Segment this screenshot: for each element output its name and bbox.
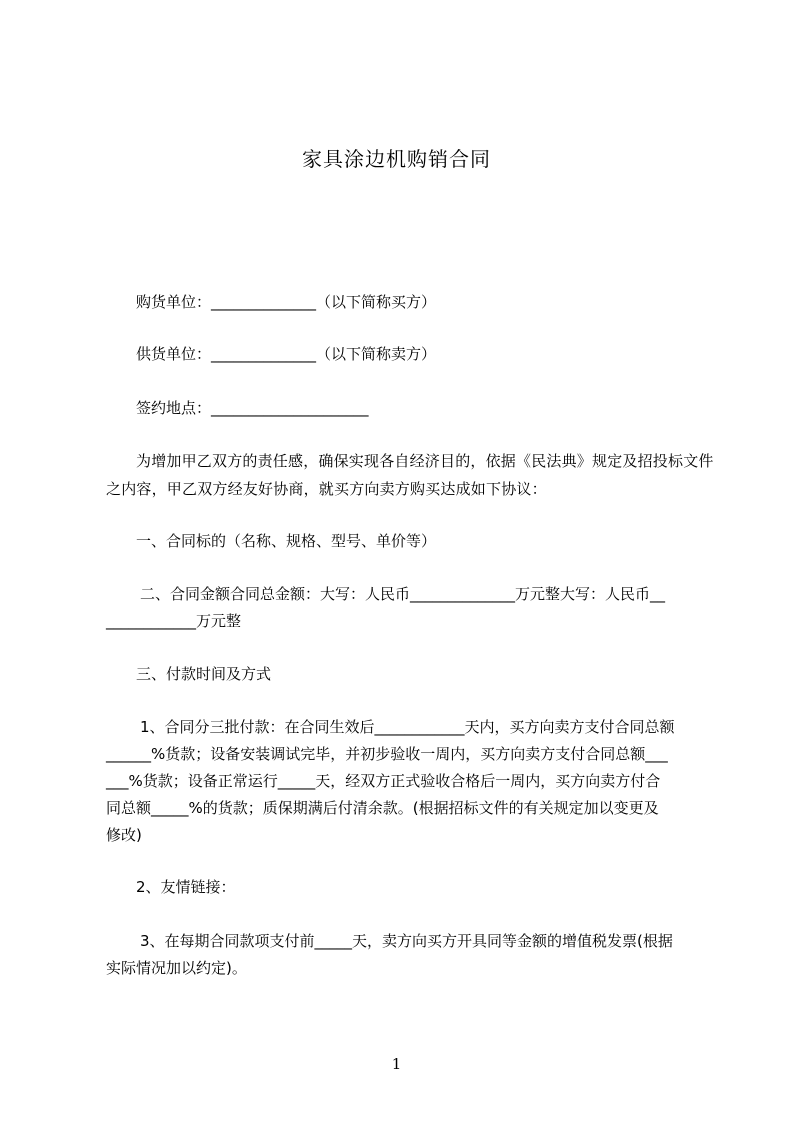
- clause-1-line: 同总额_____%的货款；质保期满后付清余款。(根据招标文件的有关规定加以变更及: [106, 799, 659, 817]
- seller-line: 供货单位：______________（以下简称卖方）: [136, 345, 437, 363]
- signing-place-line: 签约地点：_____________________: [136, 399, 369, 417]
- document-title: 家具涂边机购销合同: [302, 147, 491, 171]
- clause-3-line: 实际情况加以约定)。: [106, 959, 247, 977]
- clause-1-line: 修改): [106, 826, 142, 844]
- clause-1-line: ______%货款；设备安装调试完毕，并初步验收一周内，买方向卖方支付合同总额___: [106, 745, 668, 763]
- section-2-line-2: ____________万元整: [106, 612, 242, 630]
- section-2-line-1: 二、合同金额合同总金额：大写：人民币______________万元整大写：人民币__: [140, 585, 666, 603]
- intro-paragraph: 为增加甲乙双方的责任感，确保实现各自经济目的，依据《民法典》规定及招投标文件之内容，甲乙双方经友好协商，就买方向卖方购买达成如下协议：: [106, 452, 714, 498]
- clause-1-line: ___%货款；设备正常运行_____天，经双方正式验收合格后一周内，买方向卖方付合: [106, 772, 661, 790]
- page-number: 1: [391, 1055, 402, 1073]
- clause-2: 2、友情链接：: [136, 878, 236, 896]
- clause-3-line: 3、在每期合同款项支付前_____天，卖方向买方开具同等金额的增值税发票(根据: [140, 932, 673, 950]
- section-3-heading: 三、付款时间及方式: [136, 665, 272, 683]
- section-1-heading: 一、合同标的（名称、规格、型号、单价等）: [136, 532, 437, 550]
- buyer-line: 购货单位：______________（以下简称买方）: [136, 293, 437, 311]
- clause-1-line: 1、合同分三批付款：在合同生效后____________天内，买方向卖方支付合同总额: [140, 718, 675, 736]
